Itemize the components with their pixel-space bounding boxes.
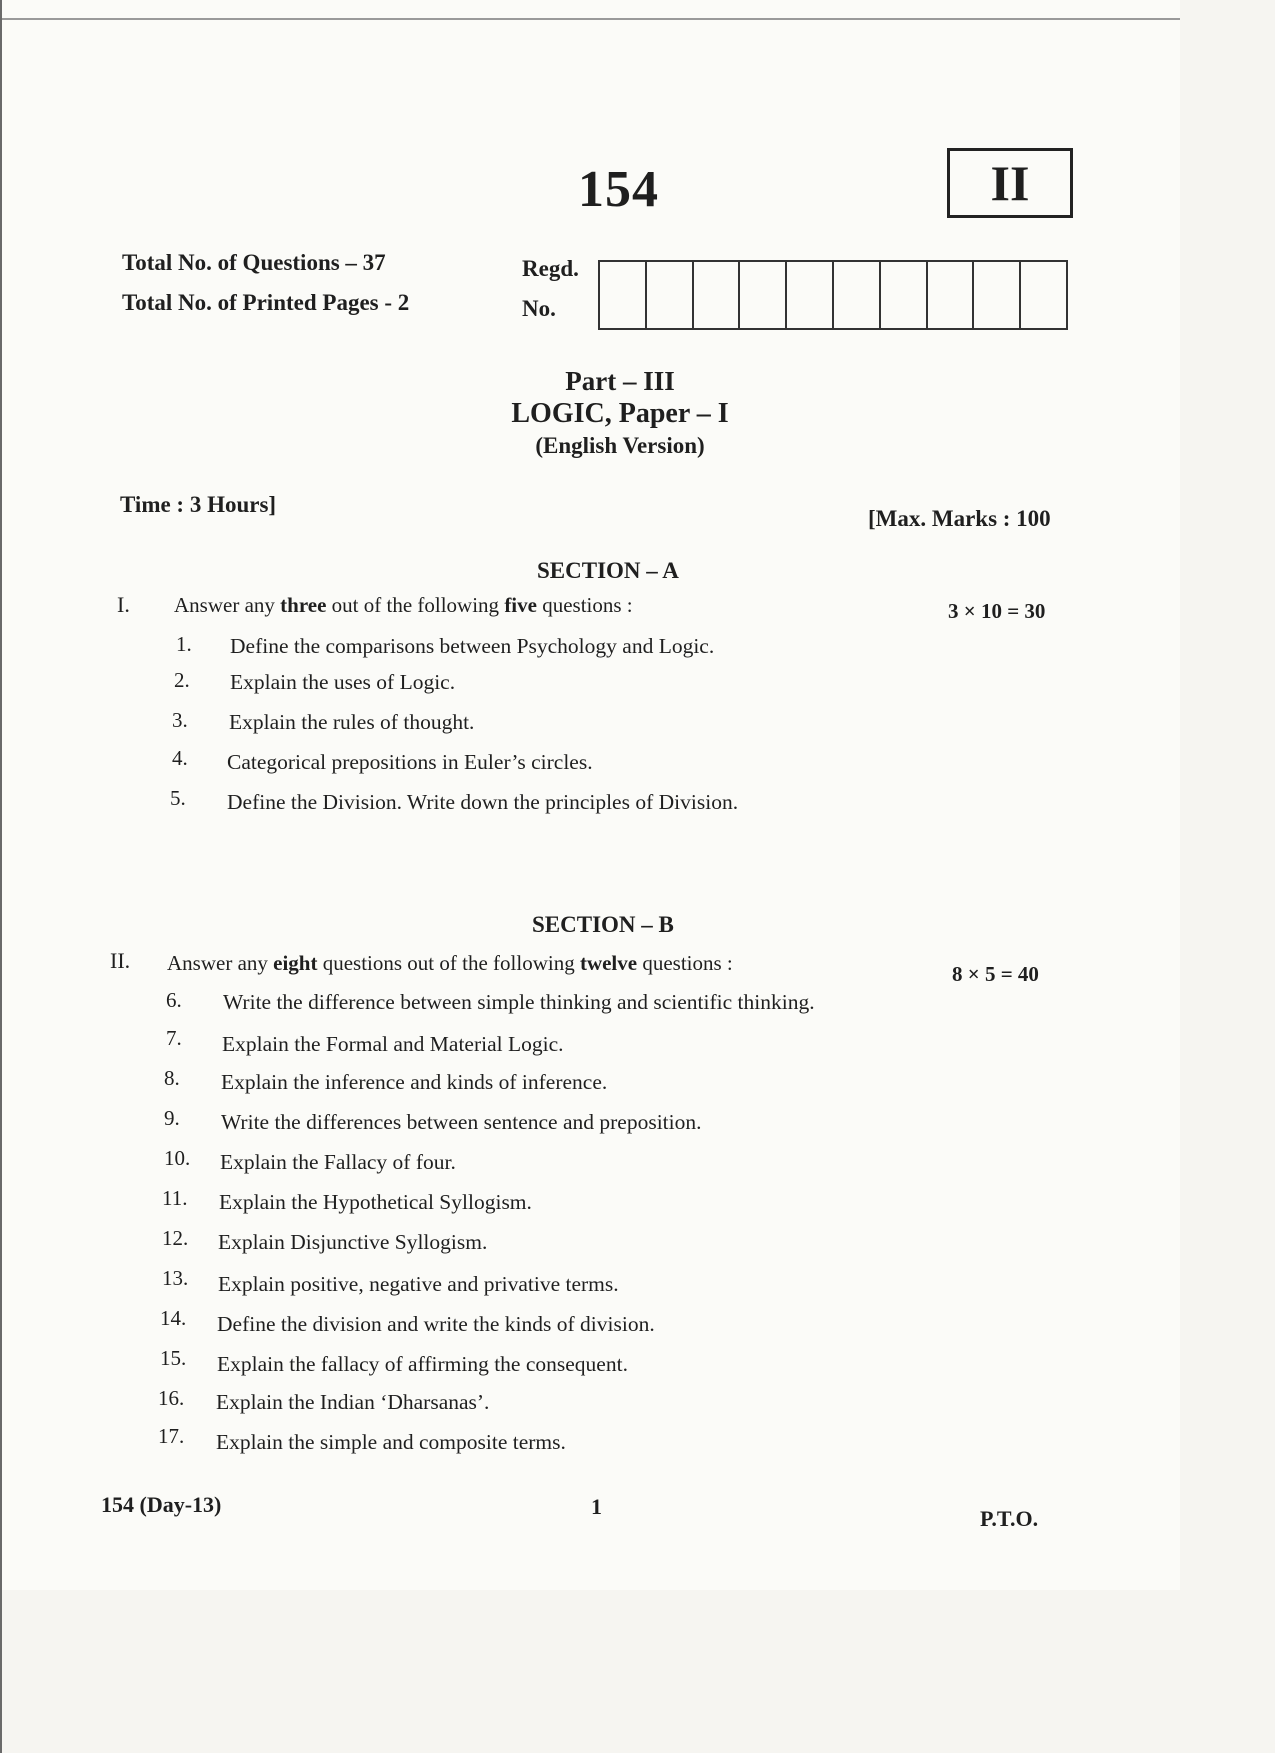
question-text: Explain the Indian ‘Dharsanas’.: [216, 1390, 490, 1414]
version-label: (English Version): [535, 433, 705, 458]
section-b-roman: II.: [110, 948, 131, 973]
question-text: Explain the Hypothetical Syllogism.: [219, 1190, 532, 1214]
regd-label: Regd.: [522, 256, 579, 281]
time-limit: Time : 3 Hours]: [120, 492, 277, 517]
regd-cell: [740, 262, 787, 328]
question-number: 5.: [170, 786, 186, 810]
question-text: Explain the inference and kinds of inference.: [221, 1070, 608, 1094]
section-b-marks-scheme: 8 × 5 = 40: [952, 962, 1039, 986]
left-rule: [0, 0, 2, 1753]
regd-number-grid: [598, 260, 1068, 330]
question-number: 17.: [158, 1424, 185, 1448]
regd-cell: [600, 262, 647, 328]
question-number: 1.: [176, 632, 192, 656]
question-number: 2.: [174, 668, 190, 692]
question-number: 3.: [172, 708, 188, 732]
regd-cell: [1021, 262, 1066, 328]
question-text: Define the Division. Write down the principles of Division.: [227, 790, 739, 814]
pto-label: P.T.O.: [980, 1506, 1039, 1531]
question-text: Explain Disjunctive Syllogism.: [218, 1230, 488, 1254]
section-a-instruction: Answer any three out of the following five questions :: [174, 593, 633, 617]
question-number: 4.: [172, 746, 188, 770]
max-marks: [Max. Marks : 100: [868, 506, 1051, 531]
question-number: 10.: [164, 1146, 191, 1170]
question-number: 15.: [160, 1346, 187, 1370]
total-pages: Total No. of Printed Pages - 2: [122, 290, 410, 315]
set-box: II: [947, 148, 1073, 218]
question-number: 7.: [166, 1026, 182, 1050]
regd-cell: [694, 262, 741, 328]
top-rule: [0, 18, 1180, 20]
regd-cell: [647, 262, 694, 328]
part-title: Part – III: [565, 366, 675, 396]
question-text: Explain the uses of Logic.: [230, 670, 456, 694]
regd-cell: [834, 262, 881, 328]
regd-no-label: No.: [522, 296, 556, 321]
regd-cell: [787, 262, 834, 328]
question-number: 8.: [164, 1066, 180, 1090]
question-text: Define the division and write the kinds of division.: [217, 1312, 655, 1336]
paper-code: 154: [578, 161, 659, 218]
regd-cell: [928, 262, 975, 328]
question-number: 16.: [158, 1386, 185, 1410]
question-text: Explain the Fallacy of four.: [220, 1150, 456, 1174]
question-text: Explain the Formal and Material Logic.: [222, 1032, 564, 1056]
question-text: Categorical prepositions in Euler’s circles.: [227, 750, 593, 774]
question-number: 6.: [166, 988, 182, 1012]
question-number: 13.: [162, 1266, 189, 1290]
subject-title: LOGIC, Paper – I: [511, 398, 729, 429]
question-text: Write the differences between sentence and preposition.: [221, 1110, 702, 1134]
question-text: Explain positive, negative and privative terms.: [218, 1272, 619, 1296]
section-a-marks-scheme: 3 × 10 = 30: [948, 599, 1046, 623]
question-number: 9.: [164, 1106, 180, 1130]
section-b-heading: SECTION – B: [532, 912, 674, 937]
question-text: Explain the rules of thought.: [229, 710, 475, 734]
total-questions: Total No. of Questions – 37: [122, 250, 386, 275]
regd-cell: [881, 262, 928, 328]
section-a-heading: SECTION – A: [537, 558, 679, 583]
question-number: 11.: [162, 1186, 188, 1210]
question-text: Write the difference between simple thinking and scientific thinking.: [223, 990, 815, 1014]
question-text: Explain the fallacy of affirming the consequent.: [217, 1352, 628, 1376]
question-number: 14.: [160, 1306, 187, 1330]
question-text: Explain the simple and composite terms.: [216, 1430, 566, 1454]
question-text: Define the comparisons between Psychology and Logic.: [230, 634, 715, 658]
question-number: 12.: [162, 1226, 189, 1250]
section-a-roman: I.: [117, 592, 130, 617]
section-b-instruction: Answer any eight questions out of the following twelve questions :: [167, 951, 733, 975]
page-number: 1: [591, 1494, 602, 1519]
footer-code: 154 (Day-13): [101, 1492, 222, 1517]
regd-cell: [974, 262, 1021, 328]
